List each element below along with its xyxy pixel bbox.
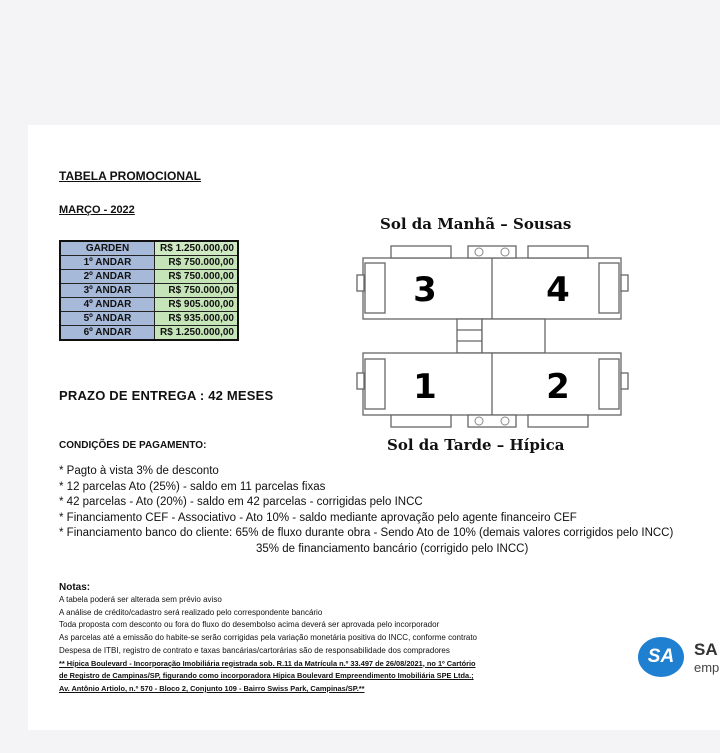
plan-wall: [599, 359, 619, 409]
list-item: * Financiamento banco do cliente: 65% de fluxo durante obra - Sendo Ato de 10% (demais valores corrigidos pelo INCC): [59, 527, 674, 539]
legal-line: de Registro de Campinas/SP, figurando como incorporadora Hípica Boulevard Empreendimento Imobiliária SPE Ltda.;: [59, 671, 474, 681]
plan-wall: [599, 263, 619, 313]
plan-wall: [365, 359, 385, 409]
list-item: * Pagto à vista 3% de desconto: [59, 465, 219, 477]
plan-balcony: [357, 373, 364, 389]
plan-bottom-caption: Sol da Tarde – Hípica: [387, 436, 565, 454]
list-item: * 42 parcelas - Ato (20%) - saldo em 42 parcelas - corrigidas pelo INCC: [59, 496, 423, 508]
company-logo-text: SA: [694, 640, 718, 659]
plan-top-caption: Sol da Manhã – Sousas: [380, 215, 572, 233]
list-item: * Financiamento CEF - Associativo - Ato 10% - saldo mediante aprovação pelo agente financeiro CEF: [59, 511, 577, 524]
month-label: MARÇO - 2022: [59, 204, 135, 216]
list-item: Despesa de ITBI, registro de contrato e taxas bancárias/cartorárias são de responsabilidade dos compradores: [59, 645, 450, 655]
unit-number: 2: [546, 367, 570, 407]
floor-cell: 3º ANDAR: [60, 284, 155, 298]
plan-wall: [365, 263, 385, 313]
list-item: A análise de crédito/cadastro será realizado pelo correspondente bancário: [59, 607, 323, 617]
price-table: [59, 240, 239, 341]
plan-core: [482, 319, 545, 353]
plan-balcony-top: [528, 246, 588, 258]
company-logo-icon: SA: [638, 637, 684, 677]
table-row: [60, 312, 238, 326]
unit-number: 4: [546, 270, 570, 310]
table-row: [60, 298, 238, 312]
floor-plan: [353, 213, 633, 433]
unit-number: 1: [413, 367, 437, 407]
notes-list: [59, 594, 477, 696]
table-row: [60, 326, 238, 341]
table-row: [60, 241, 238, 256]
plan-balcony: [357, 275, 364, 291]
floor-cell: 5º ANDAR: [60, 312, 155, 326]
list-item: As parcelas até a emissão do habite-se serão corrigidas pela variação monetária positiva do INCC, conforme contrato: [59, 633, 477, 643]
price-cell: R$ 935.000,00: [155, 312, 239, 326]
price-cell: R$ 905.000,00: [155, 298, 239, 312]
list-item: Toda proposta com desconto ou fora do fluxo do desembolso acima deverá ser aprovada pelo incorporador: [59, 620, 440, 630]
legal-line: Av. Antônio Artiolo, n.º 570 - Bloco 2, Conjunto 109 - Bairro Swiss Park, Campinas/SP.**: [59, 683, 365, 693]
page-title: TABELA PROMOCIONAL: [59, 169, 201, 183]
plan-balcony: [621, 373, 628, 389]
document-page: [28, 125, 720, 730]
price-cell: R$ 1.250.000,00: [155, 241, 239, 256]
price-cell: R$ 1.250.000,00: [155, 326, 239, 341]
table-row: [60, 256, 238, 270]
price-cell: R$ 750.000,00: [155, 284, 239, 298]
price-cell: R$ 750.000,00: [155, 270, 239, 284]
floor-cell: 1º ANDAR: [60, 256, 155, 270]
plan-balcony: [621, 275, 628, 291]
plan-balcony-bottom: [528, 415, 588, 427]
payment-conditions-list: [59, 464, 673, 557]
company-logo-subtext: emp: [694, 660, 720, 675]
legal-line: ** Hípica Boulevard - Incorporação Imobiliária registrada sob. R.11 da Matrícula n.º 33.497 de 26/08/2021, no 1º Cartório: [59, 658, 476, 668]
unit-number: 3: [413, 270, 437, 310]
table-row: [60, 284, 238, 298]
list-item: A tabela poderá ser alterada sem prévio aviso: [59, 595, 222, 604]
delivery-deadline: PRAZO DE ENTREGA : 42 MESES: [59, 388, 274, 403]
notes-title: Notas:: [59, 582, 91, 593]
table-row: [60, 270, 238, 284]
floor-cell: GARDEN: [60, 241, 155, 256]
payment-conditions-title: CONDIÇÕES DE PAGAMENTO:: [59, 440, 207, 451]
plan-core: [457, 319, 482, 353]
floor-cell: 6º ANDAR: [60, 326, 155, 341]
plan-balcony-bottom: [391, 415, 451, 427]
list-item: 35% de financiamento bancário (corrigido pelo INCC): [256, 542, 529, 555]
floor-cell: 4º ANDAR: [60, 298, 155, 312]
floor-cell: 2º ANDAR: [60, 270, 155, 284]
plan-balcony-top: [391, 246, 451, 258]
price-cell: R$ 750.000,00: [155, 256, 239, 270]
list-item: * 12 parcelas Ato (25%) - saldo em 11 parcelas fixas: [59, 480, 326, 493]
